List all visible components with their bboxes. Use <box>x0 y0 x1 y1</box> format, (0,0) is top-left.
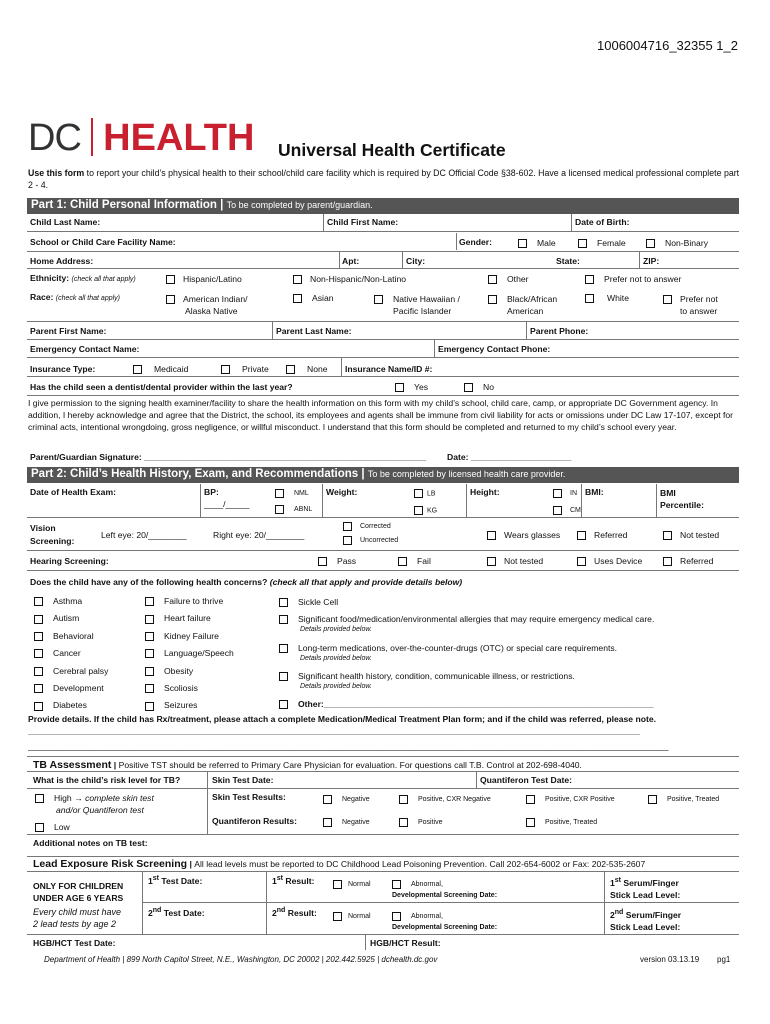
document-id: 1006004716_32355 1_2 <box>597 38 738 53</box>
skin-negative[interactable]: Negative <box>323 795 370 804</box>
child-last-name-label: Child Last Name: <box>30 217 101 227</box>
eth-other[interactable]: Other <box>488 274 529 284</box>
skin-pos-treated[interactable]: Positive, Treated <box>648 795 719 804</box>
eth-non-hispanic[interactable]: Non-Hispanic/Non-Latino <box>293 274 406 284</box>
checkbox-icon <box>286 365 295 374</box>
checkbox-icon <box>133 365 142 374</box>
gender-label: Gender: <box>459 237 492 247</box>
hearing-not-tested[interactable]: Not tested <box>487 556 543 566</box>
checkbox-icon <box>145 649 154 658</box>
dob-label: Date of Birth: <box>575 217 630 227</box>
checkbox-icon <box>145 667 154 676</box>
checkbox-icon <box>333 912 342 921</box>
consent-text: I give permission to the signing health examiner/facility to share the health information on this form with my child’s school, child care, camp, or appropriate DC Government agency. In addition, I hereby acknowledge and agree that the District, the school, its employees and agents shall be immune from civil liability for acts or omissions under DC Law 17-107, except for criminal acts, intentional wrongdoing, gross negligence, or willful misconduct. I understand that this form should be completed and returned to my child’s school every year. <box>28 398 734 432</box>
checkbox-icon <box>275 489 284 498</box>
checkbox-icon <box>145 632 154 641</box>
race-white[interactable]: White <box>585 293 629 303</box>
gender-male[interactable]: Male <box>518 238 556 248</box>
checkbox-icon <box>35 794 44 803</box>
height-in[interactable]: IN <box>553 489 577 498</box>
checkbox-icon <box>399 818 408 827</box>
checkbox-icon <box>279 644 288 653</box>
checkbox-icon <box>392 880 401 889</box>
lead-test2-date: 2nd Test Date: <box>148 907 205 918</box>
wears-glasses[interactable]: Wears glasses <box>487 530 560 540</box>
ins-medicaid[interactable]: Medicaid <box>133 364 188 374</box>
concern-behavioral[interactable]: Behavioral <box>34 628 108 645</box>
quant-negative[interactable]: Negative <box>323 818 370 827</box>
part2-header: Part 2: Child’s Health History, Exam, and Recommendations | To be completed by licensed health care provider. <box>27 467 739 483</box>
lead1-normal[interactable]: Normal <box>333 880 371 889</box>
signature-line[interactable]: Parent/Guardian Signature: ___________________________________________________________ <box>30 452 427 462</box>
checkbox-icon <box>553 489 562 498</box>
footer-version: version 03.13.19 <box>640 955 700 964</box>
checkbox-icon <box>275 505 284 514</box>
concern-long-term-meds[interactable]: Long-term medications, over-the-counter-drugs (OTC) or special care requirements. <box>279 643 617 653</box>
checkbox-icon <box>34 684 43 693</box>
checkbox-icon <box>34 649 43 658</box>
checkbox-icon <box>34 615 43 624</box>
vision-uncorrected[interactable]: Uncorrected <box>343 536 398 545</box>
concern-cancer[interactable]: Cancer <box>34 645 108 662</box>
checkbox-icon <box>279 615 288 624</box>
eth-prefer-not[interactable]: Prefer not to answer <box>585 274 681 284</box>
home-address-label: Home Address: <box>30 256 94 266</box>
height-label: Height: <box>470 487 500 497</box>
checkbox-icon <box>392 912 401 921</box>
concern-development[interactable]: Development <box>34 680 108 697</box>
tb-risk-high[interactable]: High → complete skin test and/or Quantiferon test <box>35 792 154 816</box>
checkbox-icon <box>488 295 497 304</box>
checkbox-icon <box>488 275 497 284</box>
longterm-details: Details provided below. <box>300 655 372 662</box>
lead-test2-result: 2nd Result: <box>272 907 317 918</box>
lead2-serum: 2nd Serum/Finger Stick Lead Level: <box>610 909 682 932</box>
checkbox-icon <box>166 295 175 304</box>
concern-cerebral-palsy[interactable]: Cerebral palsy <box>34 663 108 680</box>
race-prefer-not[interactable]: Prefer not to answer <box>663 293 718 317</box>
lead1-abnormal[interactable]: Abnormal, <box>392 880 443 889</box>
lead-age-note: ONLY FOR CHILDREN UNDER AGE 6 YEARS <box>33 881 124 903</box>
signature-date[interactable]: Date: _____________________ <box>447 452 572 462</box>
checkbox-icon <box>648 795 657 804</box>
checkbox-icon <box>663 557 672 566</box>
parent-first-label: Parent First Name: <box>30 326 107 336</box>
concern-autism[interactable]: Autism <box>34 610 108 627</box>
checkbox-icon <box>323 795 332 804</box>
concern-health-history[interactable]: Significant health history, condition, communicable illness, or restrictions. <box>279 671 575 681</box>
quant-positive[interactable]: Positive <box>399 818 443 827</box>
race-american-indian[interactable]: American Indian/ Alaska Native <box>166 293 248 317</box>
school-label: School or Child Care Facility Name: <box>30 237 176 247</box>
footer-dept: Department of Health | 899 North Capitol Street, N.E., Washington, DC 20002 | 202.442.5925 | dchealth.dc.gov <box>44 955 438 964</box>
hearing-fail[interactable]: Fail <box>398 556 431 566</box>
dentist-question: Has the child seen a dentist/dental provider within the last year? <box>30 382 293 392</box>
concern-kidney-failure[interactable]: Kidney Failure <box>145 628 234 645</box>
checkbox-icon <box>577 557 586 566</box>
checkbox-icon <box>323 818 332 827</box>
vision-corrected[interactable]: Corrected <box>343 522 391 531</box>
concerns-col1 <box>34 593 108 715</box>
bp-label: BP: <box>204 487 219 497</box>
tb-header: TB Assessment | Positive TST should be referred to Primary Care Physician for evaluation. For questions call T.B. Control at 202-698-4040. <box>33 759 582 771</box>
skin-pos-cxr-pos[interactable]: Positive, CXR Positive <box>526 795 615 804</box>
lead-test1-date: 1st Test Date: <box>148 875 203 886</box>
height-cm[interactable]: CM <box>553 506 581 515</box>
concern-seizures[interactable]: Seizures <box>145 697 234 714</box>
checkbox-icon <box>646 239 655 248</box>
concern-failure-to-thrive[interactable]: Failure to thrive <box>145 593 234 610</box>
checkbox-icon <box>279 598 288 607</box>
checkbox-icon <box>399 795 408 804</box>
logo-health: HEALTH <box>103 117 255 159</box>
history-details: Details provided below. <box>300 683 372 690</box>
emergency-phone-label: Emergency Contact Phone: <box>438 344 551 354</box>
intro-text: Use this form to report your child’s physical health to their school/child care facility which is required by DC Official Code §38-602. Have a licensed medical professional complete part 2 - 4. <box>28 168 740 190</box>
checkbox-icon <box>585 275 594 284</box>
checkbox-icon <box>585 294 594 303</box>
checkbox-icon <box>464 383 473 392</box>
bp-blank[interactable]: ____/_____ <box>204 499 250 509</box>
form-title: Universal Health Certificate <box>278 140 506 160</box>
lead1-serum: 1st Serum/Finger Stick Lead Level: <box>610 877 681 900</box>
quantiferon-results-label: Quantiferon Results: <box>212 816 297 826</box>
concerns-question: Does the child have any of the following health concerns? (check all that apply and provide details below) <box>30 577 463 587</box>
hearing-label: Hearing Screening: <box>30 556 109 566</box>
ins-none[interactable]: None <box>286 364 328 374</box>
zip-label: ZIP: <box>643 256 660 266</box>
concern-language-speech[interactable]: Language/Speech <box>145 645 234 662</box>
checkbox-icon <box>35 823 44 832</box>
checkbox-icon <box>145 597 154 606</box>
tb-risk-question: What is the child’s risk level for TB? <box>33 775 181 785</box>
quantiferon-date-label: Quantiferon Test Date: <box>480 775 572 785</box>
bp-nml[interactable]: NML <box>275 489 309 498</box>
checkbox-icon <box>487 531 496 540</box>
dc-health-logo <box>28 118 254 162</box>
bmi-percentile-label: BMI Percentile: <box>660 488 704 510</box>
state-label: State: <box>556 256 580 266</box>
bmi-label: BMI: <box>585 487 604 497</box>
race-label: Race: (check all that apply) <box>30 292 120 302</box>
checkbox-icon <box>34 597 43 606</box>
parent-phone-label: Parent Phone: <box>530 326 589 336</box>
checkbox-icon <box>414 489 423 498</box>
checkbox-icon <box>293 275 302 284</box>
checkbox-icon <box>145 615 154 624</box>
checkbox-icon <box>34 667 43 676</box>
hearing-uses-device[interactable]: Uses Device <box>577 556 642 566</box>
lead-test1-result: 1st Result: <box>272 875 315 886</box>
eth-hispanic[interactable]: Hispanic/Latino <box>166 274 242 284</box>
arrow-icon: → <box>74 793 83 803</box>
tb-risk-low[interactable]: Low <box>35 822 70 832</box>
checkbox-icon <box>374 295 383 304</box>
skin-results-label: Skin Test Results: <box>212 792 286 802</box>
lead1-dev-screen: Developmental Screening Date: <box>392 892 498 899</box>
checkbox-icon <box>578 239 587 248</box>
checkbox-icon <box>343 536 352 545</box>
parent-last-label: Parent Last Name: <box>276 326 352 336</box>
checkbox-icon <box>518 239 527 248</box>
ins-private[interactable]: Private <box>221 364 269 374</box>
provide-details[interactable]: Provide details. If the child has Rx/treatment, please attach a complete Medication/Medical Treatment Plan form; and if the child was referred, please note. ________________________________________________________________________________________________________________________________ <box>28 714 656 736</box>
lead-every-child: Every child must have 2 lead tests by age 2 <box>33 907 122 929</box>
insurance-type-label: Insurance Type: <box>30 364 96 374</box>
quant-pos-treated[interactable]: Positive, Treated <box>526 818 597 827</box>
vision-not-tested[interactable]: Not tested <box>663 530 719 540</box>
exam-date-label: Date of Health Exam: <box>30 487 116 497</box>
left-eye[interactable]: Left eye: 20/________ <box>101 530 187 540</box>
tb-notes-label: Additional notes on TB test: <box>33 838 148 848</box>
bp-abnl[interactable]: ABNL <box>275 505 312 514</box>
skin-test-date-label: Skin Test Date: <box>212 775 274 785</box>
footer-page: pg1 <box>717 955 731 964</box>
checkbox-icon <box>395 383 404 392</box>
checkbox-icon <box>487 557 496 566</box>
checkbox-icon <box>279 700 288 709</box>
gender-nonbinary[interactable]: Non-Binary <box>646 238 708 248</box>
concern-scoliosis[interactable]: Scoliosis <box>145 680 234 697</box>
checkbox-icon <box>293 294 302 303</box>
concern-heart-failure[interactable]: Heart failure <box>145 610 234 627</box>
checkbox-icon <box>526 795 535 804</box>
concern-asthma[interactable]: Asthma <box>34 593 108 610</box>
logo-dc: DC <box>28 117 81 159</box>
checkbox-icon <box>166 275 175 284</box>
lead2-normal[interactable]: Normal <box>333 912 371 921</box>
hgb-date-label: HGB/HCT Test Date: <box>33 938 116 948</box>
checkbox-icon <box>279 672 288 681</box>
concern-other[interactable]: Other:_____________________________________________________________________ <box>279 699 654 709</box>
lead2-abnormal[interactable]: Abnormal, <box>392 912 443 921</box>
gender-female[interactable]: Female <box>578 238 626 248</box>
checkbox-icon <box>34 632 43 641</box>
concern-diabetes[interactable]: Diabetes <box>34 697 108 714</box>
race-asian[interactable]: Asian <box>293 293 334 303</box>
lead-header: Lead Exposure Risk Screening | All lead levels must be reported to DC Childhood Lead Poisoning Prevention. Call 202-654-6002 or Fax: 202-535-2607 <box>33 858 646 870</box>
city-label: City: <box>406 256 426 266</box>
hgb-result-label: HGB/HCT Result: <box>370 938 441 948</box>
checkbox-icon <box>34 702 43 711</box>
child-first-name-label: Child First Name: <box>327 217 399 227</box>
weight-label: Weight: <box>326 487 358 497</box>
ethnicity-label: Ethnicity: (check all that apply) <box>30 273 136 283</box>
concern-sickle-cell[interactable]: Sickle Cell <box>279 597 338 607</box>
vision-referred[interactable]: Referred <box>577 530 627 540</box>
checkbox-icon <box>333 880 342 889</box>
checkbox-icon <box>398 557 407 566</box>
checkbox-icon <box>145 684 154 693</box>
allergy-details: Details provided below. <box>300 626 372 633</box>
checkbox-icon <box>318 557 327 566</box>
concern-allergies[interactable]: Significant food/medication/environmental allergies that may require emergency medical care. <box>279 614 654 624</box>
provide-details-line[interactable]: ______________________________________________________________________________________________________________________________________ <box>28 741 669 751</box>
skin-pos-cxr-neg[interactable]: Positive, CXR Negative <box>399 795 491 804</box>
hearing-pass[interactable]: Pass <box>318 556 356 566</box>
concerns-col2 <box>145 593 234 715</box>
checkbox-icon <box>145 702 154 711</box>
dentist-yes[interactable]: Yes <box>395 382 428 392</box>
checkbox-icon <box>343 522 352 531</box>
part1-header: Part 1: Child Personal Information | To be completed by parent/guardian. <box>27 198 739 214</box>
apt-label: Apt: <box>342 256 360 266</box>
right-eye[interactable]: Right eye: 20/________ <box>213 530 305 540</box>
weight-lb[interactable]: LB <box>414 489 436 498</box>
race-black[interactable]: Black/African American <box>488 293 557 317</box>
dentist-no[interactable]: No <box>464 382 494 392</box>
checkbox-icon <box>553 506 562 515</box>
checkbox-icon <box>577 531 586 540</box>
checkbox-icon <box>221 365 230 374</box>
checkbox-icon <box>663 295 672 304</box>
checkbox-icon <box>526 818 535 827</box>
checkbox-icon <box>663 531 672 540</box>
concern-obesity[interactable]: Obesity <box>145 663 234 680</box>
hearing-referred[interactable]: Referred <box>663 556 713 566</box>
race-native-hawaiian[interactable]: Native Hawaiian / Pacific Islander <box>374 293 460 317</box>
insurance-id-label: Insurance Name/ID #: <box>345 364 433 374</box>
emergency-name-label: Emergency Contact Name: <box>30 344 140 354</box>
lead2-dev-screen: Developmental Screening Date: <box>392 924 498 931</box>
weight-kg[interactable]: KG <box>414 506 437 515</box>
checkbox-icon <box>414 506 423 515</box>
vision-label: Vision Screening: <box>30 523 75 546</box>
